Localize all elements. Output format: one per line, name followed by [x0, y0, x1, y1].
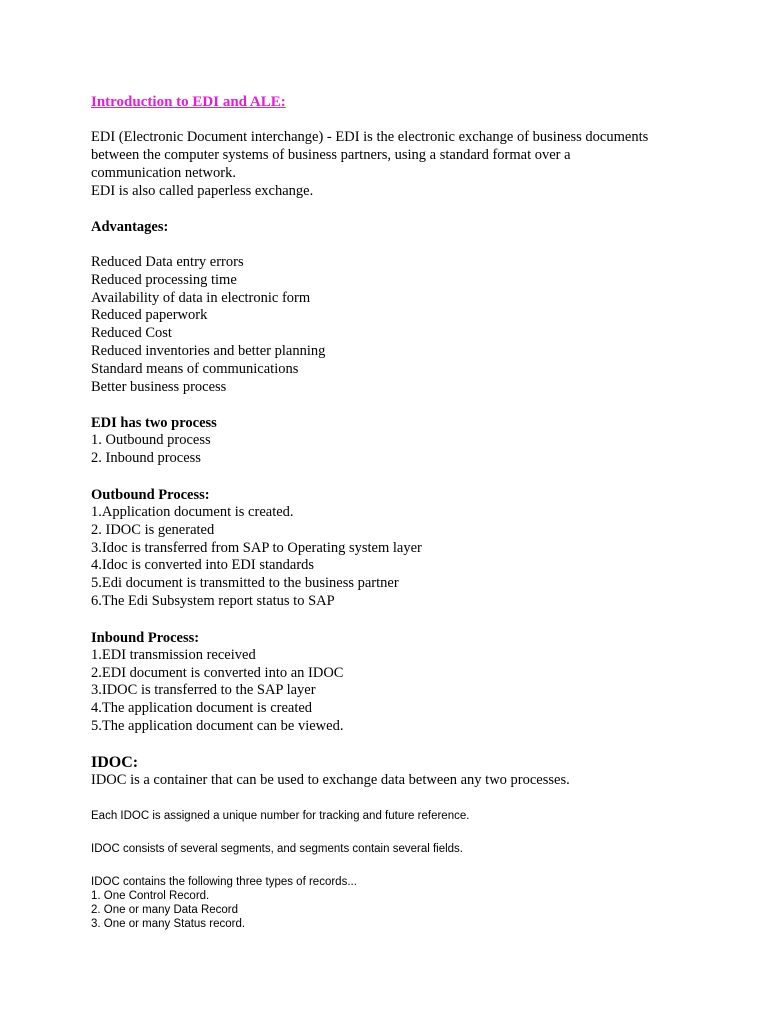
list-item: 2. One or many Data Record	[91, 903, 239, 916]
idoc-definition: IDOC is a container that can be used to exchange data between any two processes.	[91, 771, 570, 788]
list-item: Availability of data in electronic form	[91, 289, 311, 306]
document-title: Introduction to EDI and ALE:	[91, 94, 286, 110]
intro-line: communication network.	[91, 165, 236, 181]
intro-line: EDI (Electronic Document interchange) - EDI is the electronic exchange of business documents	[91, 129, 649, 145]
list-item: 4.The application document is created	[91, 700, 313, 717]
edi-process-list	[91, 432, 731, 468]
list-item: 1. One Control Record.	[91, 889, 210, 902]
idoc-heading: IDOC:	[91, 753, 139, 771]
outbound-list	[91, 504, 731, 611]
list-item: 5.Edi document is transmitted to the business partner	[91, 575, 399, 592]
list-item: 2.EDI document is converted into an IDOC	[91, 664, 344, 681]
inbound-heading: Inbound Process:	[91, 629, 200, 646]
list-item: Reduced paperwork	[91, 307, 208, 324]
idoc-note: Each IDOC is assigned a unique number for tracking and future reference.	[91, 809, 470, 822]
list-item: 3.IDOC is transferred to the SAP layer	[91, 682, 316, 699]
idoc-records-list	[91, 889, 731, 931]
list-item: Better business process	[91, 378, 227, 395]
advantages-list	[91, 254, 731, 396]
list-item: Reduced Data entry errors	[91, 254, 244, 270]
list-item: Reduced processing time	[91, 271, 237, 288]
edi-process-heading: EDI has two process	[91, 415, 217, 432]
intro-line: between the computer systems of business partners, using a standard format over a	[91, 147, 571, 163]
list-item: 1.Application document is created.	[91, 503, 294, 520]
list-item: 5.The application document can be viewed.	[91, 717, 344, 734]
list-item: 3. One or many Status record.	[91, 917, 246, 930]
advantages-heading: Advantages:	[91, 219, 169, 235]
list-item: 2. Inbound process	[91, 450, 201, 467]
idoc-note: IDOC consists of several segments, and segments contain several fields.	[91, 842, 464, 855]
list-item: 4.Idoc is converted into EDI standards	[91, 557, 315, 574]
list-item: Standard means of communications	[91, 360, 299, 377]
list-item: 6.The Edi Subsystem report status to SAP	[91, 592, 335, 609]
list-item: 1. Outbound process	[91, 432, 211, 449]
list-item: 3.Idoc is transferred from SAP to Operating system layer	[91, 539, 422, 556]
list-item: Reduced inventories and better planning	[91, 342, 326, 359]
list-item: Reduced Cost	[91, 325, 172, 342]
list-item: 2. IDOC is generated	[91, 521, 215, 538]
outbound-heading: Outbound Process:	[91, 486, 210, 503]
inbound-list	[91, 647, 731, 736]
document-page	[91, 93, 731, 931]
intro-line: EDI is also called paperless exchange.	[91, 183, 314, 199]
list-item: 1.EDI transmission received	[91, 646, 256, 663]
intro-paragraph	[91, 128, 731, 200]
idoc-records-intro: IDOC contains the following three types of records...	[91, 875, 357, 888]
